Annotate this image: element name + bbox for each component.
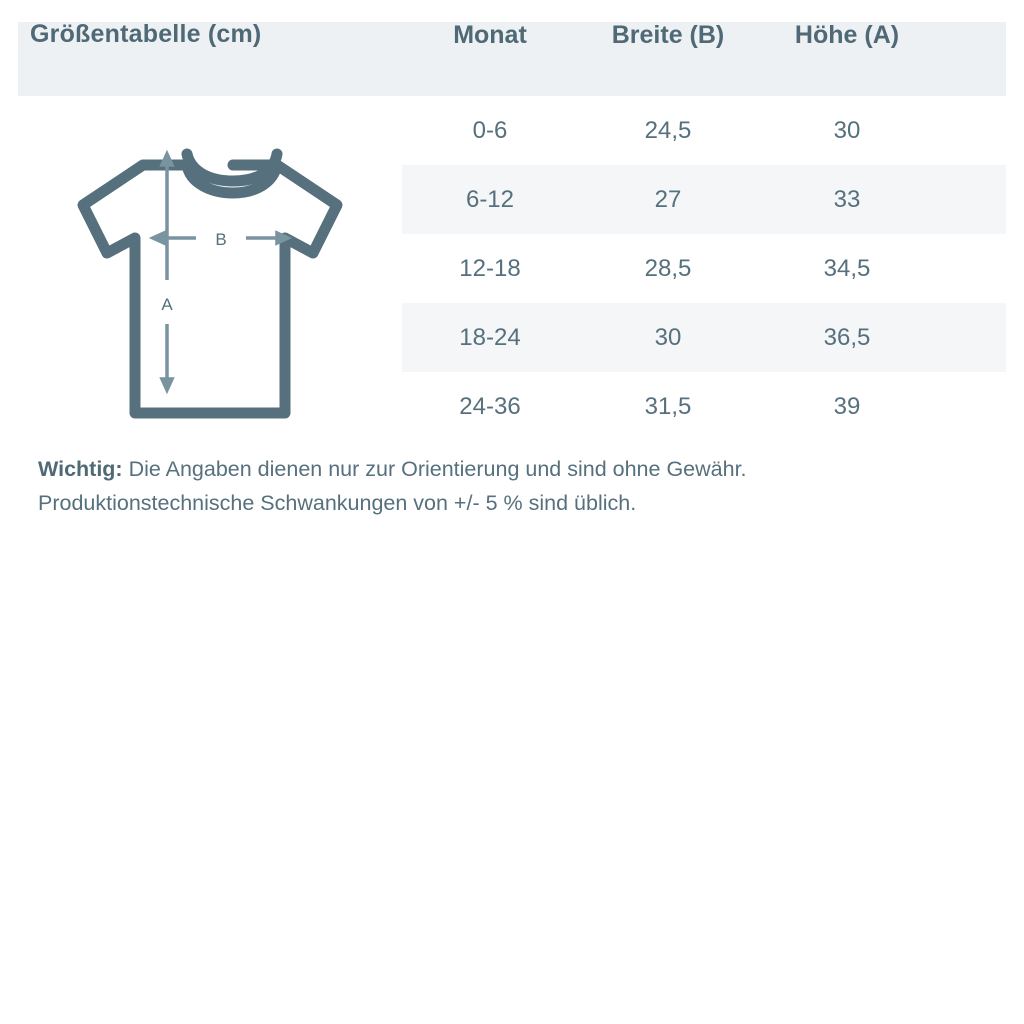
cell-month: 18-24 <box>459 323 521 351</box>
disclaimer-label: Wichtig: <box>38 457 123 481</box>
disclaimer-note <box>38 452 988 520</box>
cell-width: 28,5 <box>644 254 692 282</box>
cell-height: 30 <box>833 116 861 144</box>
column-header-month: Monat <box>453 21 527 49</box>
table-row <box>402 372 1006 441</box>
cell-height: 34,5 <box>823 254 871 282</box>
table-row <box>402 234 1006 303</box>
cell-width: 30 <box>654 323 682 351</box>
height-label: A <box>161 295 173 314</box>
cell-width: 31,5 <box>644 392 692 420</box>
cell-month: 12-18 <box>459 254 521 282</box>
column-header-height: Höhe (A) <box>794 21 900 49</box>
disclaimer-line1: Die Angaben dienen nur zur Orientierung und sind ohne Gewähr. <box>122 457 747 481</box>
cell-width: 27 <box>654 185 682 213</box>
cell-month: 24-36 <box>459 392 521 420</box>
cell-month: 0-6 <box>472 116 508 144</box>
page-title: Größentabelle (cm) <box>30 20 262 48</box>
column-header-width: Breite (B) <box>611 21 725 49</box>
size-table-body <box>402 96 1006 441</box>
width-label: B <box>215 230 227 249</box>
tshirt-icon <box>83 154 337 413</box>
cell-height: 36,5 <box>823 323 871 351</box>
cell-width: 24,5 <box>644 116 692 144</box>
cell-month: 6-12 <box>465 185 515 213</box>
table-row <box>402 96 1006 165</box>
table-row <box>402 165 1006 234</box>
cell-height: 33 <box>833 185 861 213</box>
disclaimer-line2: Produktionstechnische Schwankungen von +/- 5 % sind üblich. <box>38 491 637 515</box>
cell-height: 39 <box>833 392 861 420</box>
tshirt-diagram <box>60 128 390 433</box>
table-row <box>402 303 1006 372</box>
height-arrow <box>162 154 172 390</box>
